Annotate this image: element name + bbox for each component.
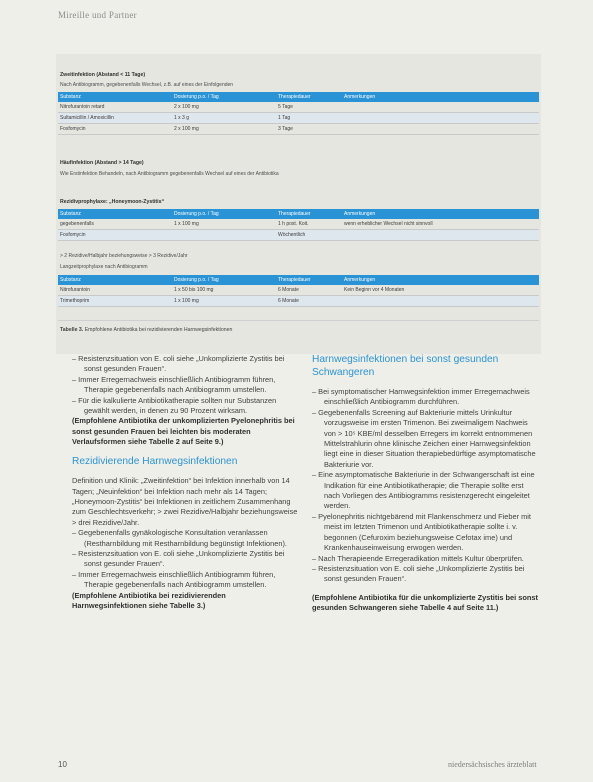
table-row bbox=[58, 296, 539, 307]
table-cell: Fosfomycin bbox=[58, 124, 172, 135]
recommendation-note: (Empfohlene Antibiotika der unkomplizierten Pyelonephritis bei sonst gesunden Frauen bei leichten bis moderaten Verlaufsformen siehe Tabelle 2 auf Seite 9.) bbox=[72, 416, 295, 447]
section-zweitinfektion-title: Zweitinfektion (Abstand < 11 Tage) bbox=[60, 72, 146, 78]
column-header: Therapiedauer bbox=[276, 92, 342, 102]
list-item: – Immer Erregernachweis einschließlich Antibiogramm führen, Therapie gegebenenfalls nach Antibiogramm umstellen. bbox=[72, 374, 276, 395]
recommendation-note: (Empfohlene Antibiotika für die unkomplizierte Zystitis bei sonst gesunden Schwangeren siehe Tabelle 4 auf Seite 11.) bbox=[312, 592, 538, 613]
running-header: Mireille und Partner bbox=[58, 10, 137, 20]
list-item-text: Pyelonephritis nichtgebärend mit Flankenschmerz und Fieber mit meist im letzten Trimenon und Antibiotikatherapie sollte i. v. begonnen (Cefuroxim beziehungsweise Cefotax ime) und Krankenhauseinweisung erwogen werden. bbox=[318, 511, 531, 553]
section-heading-schwangere: Harnwegsinfektionen bei sonst gesunden Schwangeren bbox=[312, 354, 499, 378]
table-caption bbox=[60, 327, 232, 333]
table-row bbox=[58, 124, 539, 135]
table-cell: 1 Tag bbox=[276, 113, 342, 124]
list-item-text: Bei symptomatischer Harnwegsinfektion immer Erregernachweis einschließlich Antibiogramm durchführen. bbox=[318, 387, 530, 407]
page-number: 10 bbox=[58, 760, 67, 769]
table-cell: Fosfomycin bbox=[58, 230, 172, 241]
list-item-text: Gegebenenfalls Screening auf Bakteriurie mittels Urinkultur vorzugsweise im ersten Trimenon. Bei zweimaligem Nachweis von > 10⁵ KBE/ml desselben Erregers im korrekt entnommenen Mittelstrahlurin ohne klinische Zeichen einer Harnwegsinfektion liegt eine in dieser Situation therapiebedürftige asymptomatische Bakteriurie vor. bbox=[318, 407, 536, 469]
spacer bbox=[312, 585, 540, 593]
section-zweitinfektion-subtitle: Nach Antibiogramm, gegebenenfalls Wechsel, z.B. auf eines der Einfolgenden bbox=[60, 82, 234, 88]
table-cell: 1 x 100 mg bbox=[172, 219, 276, 230]
list-item-text: Nach Therapieende Erregeradikation mittels Kultur überprüfen. bbox=[318, 553, 524, 563]
publication-name: niedersächsisches ärzteblatt bbox=[448, 760, 537, 769]
table-cell bbox=[342, 230, 539, 241]
table-cell bbox=[172, 230, 276, 241]
section-neuinfektion-title: Häufinfektion (Abstand > 14 Tage) bbox=[60, 160, 144, 166]
table-row bbox=[58, 230, 539, 241]
list-item: – Resistenzsituation von E. coli siehe „Unkomplizierte Zystitis bei sonst gesunden Frauen“. bbox=[312, 563, 525, 584]
table-cell: 1 x 3 g bbox=[172, 113, 276, 124]
prophylaxe-note: Langzeitprophylaxe nach Antibiogramm bbox=[60, 264, 148, 270]
table-divider bbox=[58, 320, 539, 321]
list-item-text: Resistenzsituation von E. coli siehe „Unkomplizierte Zystitis bei sonst gesunder Frauen“. bbox=[78, 549, 285, 569]
list-item: – Nach Therapieende Erregeradikation mittels Kultur überprüfen. bbox=[312, 553, 524, 563]
list-item-text: Gegebenenfalls gynäkologische Konsultation veranlassen (Restharnbildung mit Restharnbildung begünstigt Infektionen). bbox=[78, 528, 287, 548]
table-cell: 3 Tage bbox=[276, 124, 342, 135]
table-cell: 1 h post. Koit. bbox=[276, 219, 342, 230]
column-header: Dosierung p.o. / Tag bbox=[172, 275, 276, 285]
table-cell: gegebenenfalls bbox=[58, 219, 172, 230]
table-cell: Nitrofurantoin bbox=[58, 285, 172, 296]
table-cell: Nitrofurantoin retard bbox=[58, 102, 172, 113]
list-item: – Bei symptomatischer Harnwegsinfektion immer Erregernachweis einschließlich Antibiogramm durchführen. bbox=[312, 387, 530, 407]
caption-label: Tabelle 3. bbox=[60, 327, 84, 333]
table-cell: Kein Beginn vor 4 Monaten bbox=[342, 285, 539, 296]
table-cell: 1 x 50 bis 100 mg bbox=[172, 285, 276, 296]
table-cell: 2 x 100 mg bbox=[172, 124, 276, 135]
column-header: Therapiedauer bbox=[276, 275, 342, 285]
table-langzeitprophylaxe bbox=[58, 275, 539, 307]
list-item-text: Immer Erregernachweis einschließlich Antibiogramm führen, Therapie gegebenenfalls nach Antibiogramm umstellen. bbox=[78, 374, 276, 395]
caption-text: Empfohlene Antibiotika bei rezidivierenden Harnwegsinfektionen bbox=[84, 327, 233, 333]
list-item: – Immer Erregernachweis einschließlich Antibiogramm führen, Therapie gegebenenfalls nach Antibiogramm umstellen. bbox=[72, 569, 276, 590]
list-item: – Eine asymptomatische Bakteriurie in der Schwangerschaft ist eine Indikation für eine Antibiotikatherapie; die Therapie sollte erst nach Vorliegen des Antibiogramms resistenzgerecht eingeleitet werden. bbox=[312, 470, 535, 511]
table-cell bbox=[342, 102, 539, 113]
table-row bbox=[58, 102, 539, 113]
table-cell: wenn erheblicher Wechsel nicht sinnvoll bbox=[342, 219, 539, 230]
recommendation-note: (Empfohlene Antibiotika bei rezidivierenden Harnwegsinfektionen siehe Tabelle 3.) bbox=[72, 590, 226, 611]
list-item-text: Eine asymptomatische Bakteriurie in der Schwangerschaft ist eine Indikation für eine Antibiotikatherapie; die Therapie sollte erst nach Vorliegen des Antibiogramms resistenzgerecht eingeleitet werden. bbox=[318, 470, 535, 511]
table-zweitinfektion bbox=[58, 92, 539, 135]
list-item-text: Für die kalkulierte Antibiotikatherapie sollten nur Substanzen gewählt werden, in denen zu 90 Prozent wirksam. bbox=[78, 395, 277, 416]
column-header: Anmerkungen bbox=[342, 209, 539, 219]
column-header: Anmerkungen bbox=[342, 92, 539, 102]
table-cell: Trimethoprim bbox=[58, 296, 172, 307]
table-prophylaxe bbox=[58, 209, 539, 241]
table-cell: 2 x 100 mg bbox=[172, 102, 276, 113]
table-header-row bbox=[58, 209, 539, 219]
table-cell: 6 Monate bbox=[276, 296, 342, 307]
column-header: Substanz bbox=[58, 209, 172, 219]
table-row bbox=[58, 113, 539, 124]
column-header: Therapiedauer bbox=[276, 209, 342, 219]
column-header: Anmerkungen bbox=[342, 275, 539, 285]
table-cell bbox=[342, 124, 539, 135]
section-heading-rezidivierende: Rezidivierende Harnwegsinfektionen bbox=[72, 455, 238, 467]
table-header-row bbox=[58, 275, 539, 285]
definition-paragraph: Definition und Klinik: „Zweitinfektion“ bei Infektion innerhalb von 14 Tagen; „Neuinfektion“ bei Infektion nach mehr als 14 Tagen; „Honeymoon-Zystitis“ bei Infektionen in zeitlichem Zusammenhang zum Geschlechtsverkehr; > zwei Rezidive/Halbjahr beziehungsweise > drei Rezidive/Jahr. bbox=[72, 476, 298, 527]
column-header: Substanz bbox=[58, 275, 172, 285]
spacer bbox=[72, 448, 300, 456]
table-cell: 6 Monate bbox=[276, 285, 342, 296]
table-cell bbox=[342, 113, 539, 124]
table-cell: 5 Tage bbox=[276, 102, 342, 113]
table-cell: 1 x 100 mg bbox=[172, 296, 276, 307]
section-prophylaxe-title: Rezidivprophylaxe: „Honeymoon-Zystitis“ bbox=[60, 199, 165, 205]
column-header: Substanz bbox=[58, 92, 172, 102]
list-item-text: Resistenzsituation von E. coli siehe „Unkomplizierte Zystitis bei sonst gesunden Frauen“. bbox=[318, 563, 525, 584]
column-header: Dosierung p.o. / Tag bbox=[172, 92, 276, 102]
list-item: – Gegebenenfalls gynäkologische Konsultation veranlassen (Restharnbildung mit Restharnbildung begünstigt Infektionen). bbox=[72, 528, 287, 548]
list-item: – Resistenzsituation von E. coli siehe „Unkomplizierte Zystitis bei sonst gesunden Frauen“. bbox=[72, 354, 285, 374]
list-item: – Für die kalkulierte Antibiotikatherapie sollten nur Substanzen gewählt werden, in denen zu 90 Prozent wirksam. bbox=[72, 395, 277, 416]
column-header: Dosierung p.o. / Tag bbox=[172, 209, 276, 219]
list-item-text: Resistenzsituation von E. coli siehe „Unkomplizierte Zystitis bei sonst gesunden Frauen“. bbox=[78, 354, 285, 374]
prophylaxe-note: > 2 Rezidive/Halbjahr beziehungsweise > 3 Rezidive/Jahr bbox=[60, 253, 188, 259]
spacer bbox=[312, 379, 540, 387]
list-item: – Resistenzsituation von E. coli siehe „Unkomplizierte Zystitis bei sonst gesunder Frauen“. bbox=[72, 549, 285, 569]
table-cell: Sultamicillin / Amoxicillin bbox=[58, 113, 172, 124]
table-cell bbox=[342, 296, 539, 307]
table-row bbox=[58, 285, 539, 296]
list-item-text: Immer Erregernachweis einschließlich Antibiogramm führen, Therapie gegebenenfalls nach Antibiogramm umstellen. bbox=[78, 569, 276, 590]
section-neuinfektion-subtitle: Wie Erstinfektion Behandeln, nach Antibiogramm gegebenenfalls Wechsel auf eines der Antibiotika bbox=[60, 171, 279, 177]
right-column bbox=[312, 354, 540, 614]
list-item: – Pyelonephritis nichtgebärend mit Flankenschmerz und Fieber mit meist im letzten Trimenon und Antibiotikatherapie sollte i. v. begonnen (Cefuroxim beziehungsweise Cefotax ime) und Krankenhauseinweisung erwogen werden. bbox=[312, 511, 531, 553]
table-cell: Wöchentlich bbox=[276, 230, 342, 241]
spacer bbox=[72, 468, 300, 476]
left-column bbox=[72, 354, 300, 611]
table-row bbox=[58, 219, 539, 230]
table-header-row bbox=[58, 92, 539, 102]
list-item: – Gegebenenfalls Screening auf Bakteriurie mittels Urinkultur vorzugsweise im ersten Trimenon. Bei zweimaligem Nachweis von > 10⁵ KBE/ml desselben Erregers im korrekt entnommenen Mittelstrahlurin ohne klinische Zeichen einer Harnwegsinfektion liegt eine in dieser Situation therapiebedürftige asymptomatische Bakteriurie vor. bbox=[312, 407, 536, 469]
